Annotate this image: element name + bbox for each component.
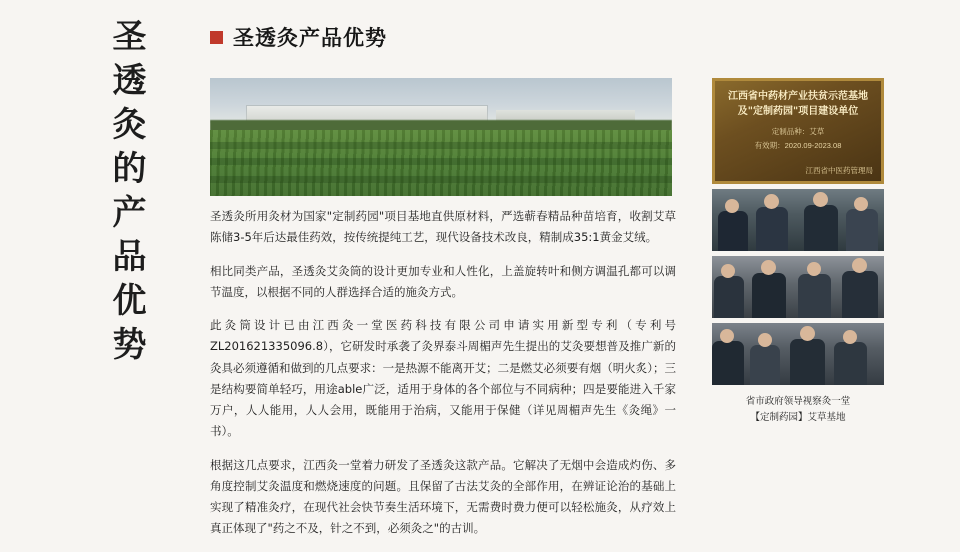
person-head (761, 260, 776, 275)
person-head (843, 330, 857, 344)
red-square-bullet-icon (210, 31, 223, 44)
right-media-column (712, 78, 884, 426)
person-head (758, 333, 772, 347)
person-figure (846, 209, 878, 251)
paragraph-2: 相比同类产品，圣透灸艾灸筒的设计更加专业和人性化，上盖旋转叶和侧方调温孔都可以调节温度，以根据不同的人群选择合适的施灸方式。 (210, 263, 676, 299)
person-head (807, 262, 821, 276)
person-head (725, 199, 739, 213)
person-head (720, 329, 734, 343)
photo-crop-field (210, 130, 672, 196)
person-figure (842, 271, 878, 318)
plaque-title: 江西省中药材产业扶贫示范基地及"定制药园"项目建设单位 (728, 91, 868, 117)
person-head (721, 264, 735, 278)
person-figure (790, 339, 825, 385)
paragraph-3: 此灸筒设计已由江西灸一堂医药科技有限公司申请实用新型专利（专利号ZL201621335096.8），它研发时承袭了灸界泰斗周楣声先生提出的艾灸要想普及推广新的灸具必须遵循和做到的几点要求：一是热源不能离开艾；二是燃艾必须要有烟（明火炙）；三是结构要简单轻巧，用途able广泛，适用于身体的各个部位与不同病种；四是要能进入千家万户，人人能用，人人会用，既能用于治病，又能用于保健（详见周楣声先生《灸绳》一书）。 (210, 318, 676, 439)
page-heading (210, 22, 387, 52)
person-head (813, 192, 828, 207)
photo-crop-row (210, 158, 672, 165)
plaque-line-1: 定制品种：艾草 (771, 127, 825, 136)
paragraph-1: 圣透灸所用灸材为国家"定制药园"项目基地直供原材料，严选蕲春精品种苗培育，收割艾草陈储3-5年后达最佳药效，按传统提纯工艺，现代设备技术改良，精制成35:1黄金艾绒。 (210, 209, 676, 245)
person-figure (712, 341, 744, 385)
person-figure (756, 207, 788, 251)
person-figure (750, 345, 780, 385)
award-plaque (712, 78, 884, 184)
person-head (852, 258, 867, 273)
person-figure (714, 276, 744, 318)
paragraph-4: 根据这几点要求，江西灸一堂着力研发了圣透灸这款产品。它解决了无烟中会造成灼伤、多角度控制艾灸温度和燃烧速度的问题。且保留了古法艾灸的全部作用，在辨证论治的基础上实现了精准灸疗，在现代社会快节奏生活环境下，无需费时费力便可以轻松施灸，从疗效上真正体现了"药之不及，针之不到，必须灸之"的古训。 (210, 457, 676, 536)
photo-crop-row (210, 142, 672, 149)
page-title: 圣透灸产品优势 (233, 25, 387, 50)
plaque-issuer: 江西省中医药管理局 (805, 166, 873, 175)
photo-crop-row (210, 176, 672, 183)
person-head (800, 326, 815, 341)
right-photos-caption (712, 394, 884, 426)
page-vertical-title: 圣透灸的产品优势 (106, 18, 146, 370)
caption-line-1: 省市政府领导视察灸一堂 (745, 396, 851, 407)
plaque-line-2: 有效期：2020.09-2023.08 (754, 141, 842, 150)
person-figure (752, 273, 786, 318)
caption-line-2: 【定制药园】艾草基地 (750, 412, 846, 424)
person-head (764, 194, 779, 209)
person-figure (718, 211, 748, 251)
visit-photo-3 (712, 323, 884, 385)
body-copy (210, 206, 676, 552)
person-figure (798, 274, 831, 318)
visit-photo-1 (712, 189, 884, 251)
person-head (854, 197, 868, 211)
person-figure (804, 205, 838, 251)
person-figure (834, 342, 867, 385)
hero-field-photo (210, 78, 672, 196)
visit-photo-2 (712, 256, 884, 318)
